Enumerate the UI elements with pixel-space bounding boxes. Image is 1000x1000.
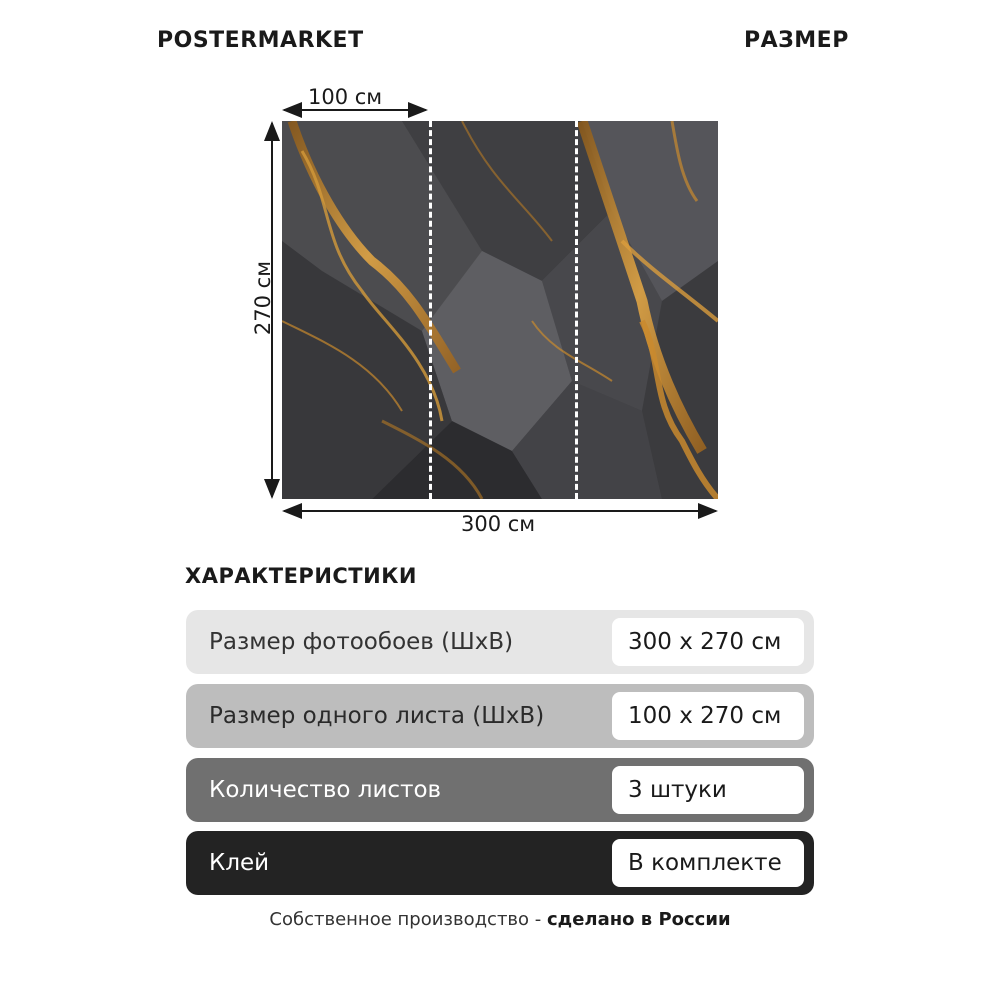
spec-label: Количество листов [209, 777, 442, 803]
stone-texture-image [282, 121, 718, 499]
spec-label: Размер одного листа (ШхВ) [209, 703, 545, 729]
specs-title: ХАРАКТЕРИСТИКИ [185, 564, 417, 588]
section-title: РАЗМЕР [744, 28, 849, 53]
spec-value: 3 штуки [612, 766, 804, 814]
sheet-cut-line [575, 121, 578, 499]
footer-note [0, 909, 1000, 930]
spec-value: 300 x 270 см [612, 618, 804, 666]
total-width-label: 300 см [461, 512, 536, 536]
spec-label: Размер фотообоев (ШхВ) [209, 629, 514, 655]
footer-text: Собственное производство - [269, 909, 547, 930]
height-label: 270 см [251, 260, 276, 336]
spec-label: Клей [209, 850, 270, 876]
spec-row-sheet-count [186, 758, 814, 822]
spec-row-wallpaper-size [186, 610, 814, 674]
spec-value: В комплекте [612, 839, 804, 887]
spec-row-sheet-size [186, 684, 814, 748]
brand-logo: POSTERMARKET [157, 28, 364, 53]
footer-highlight: сделано в России [546, 909, 731, 930]
sheet-width-label: 100 см [308, 85, 383, 109]
spec-value: 100 x 270 см [612, 692, 804, 740]
wallpaper-preview [282, 121, 718, 499]
spec-row-glue [186, 831, 814, 895]
sheet-cut-line [429, 121, 432, 499]
